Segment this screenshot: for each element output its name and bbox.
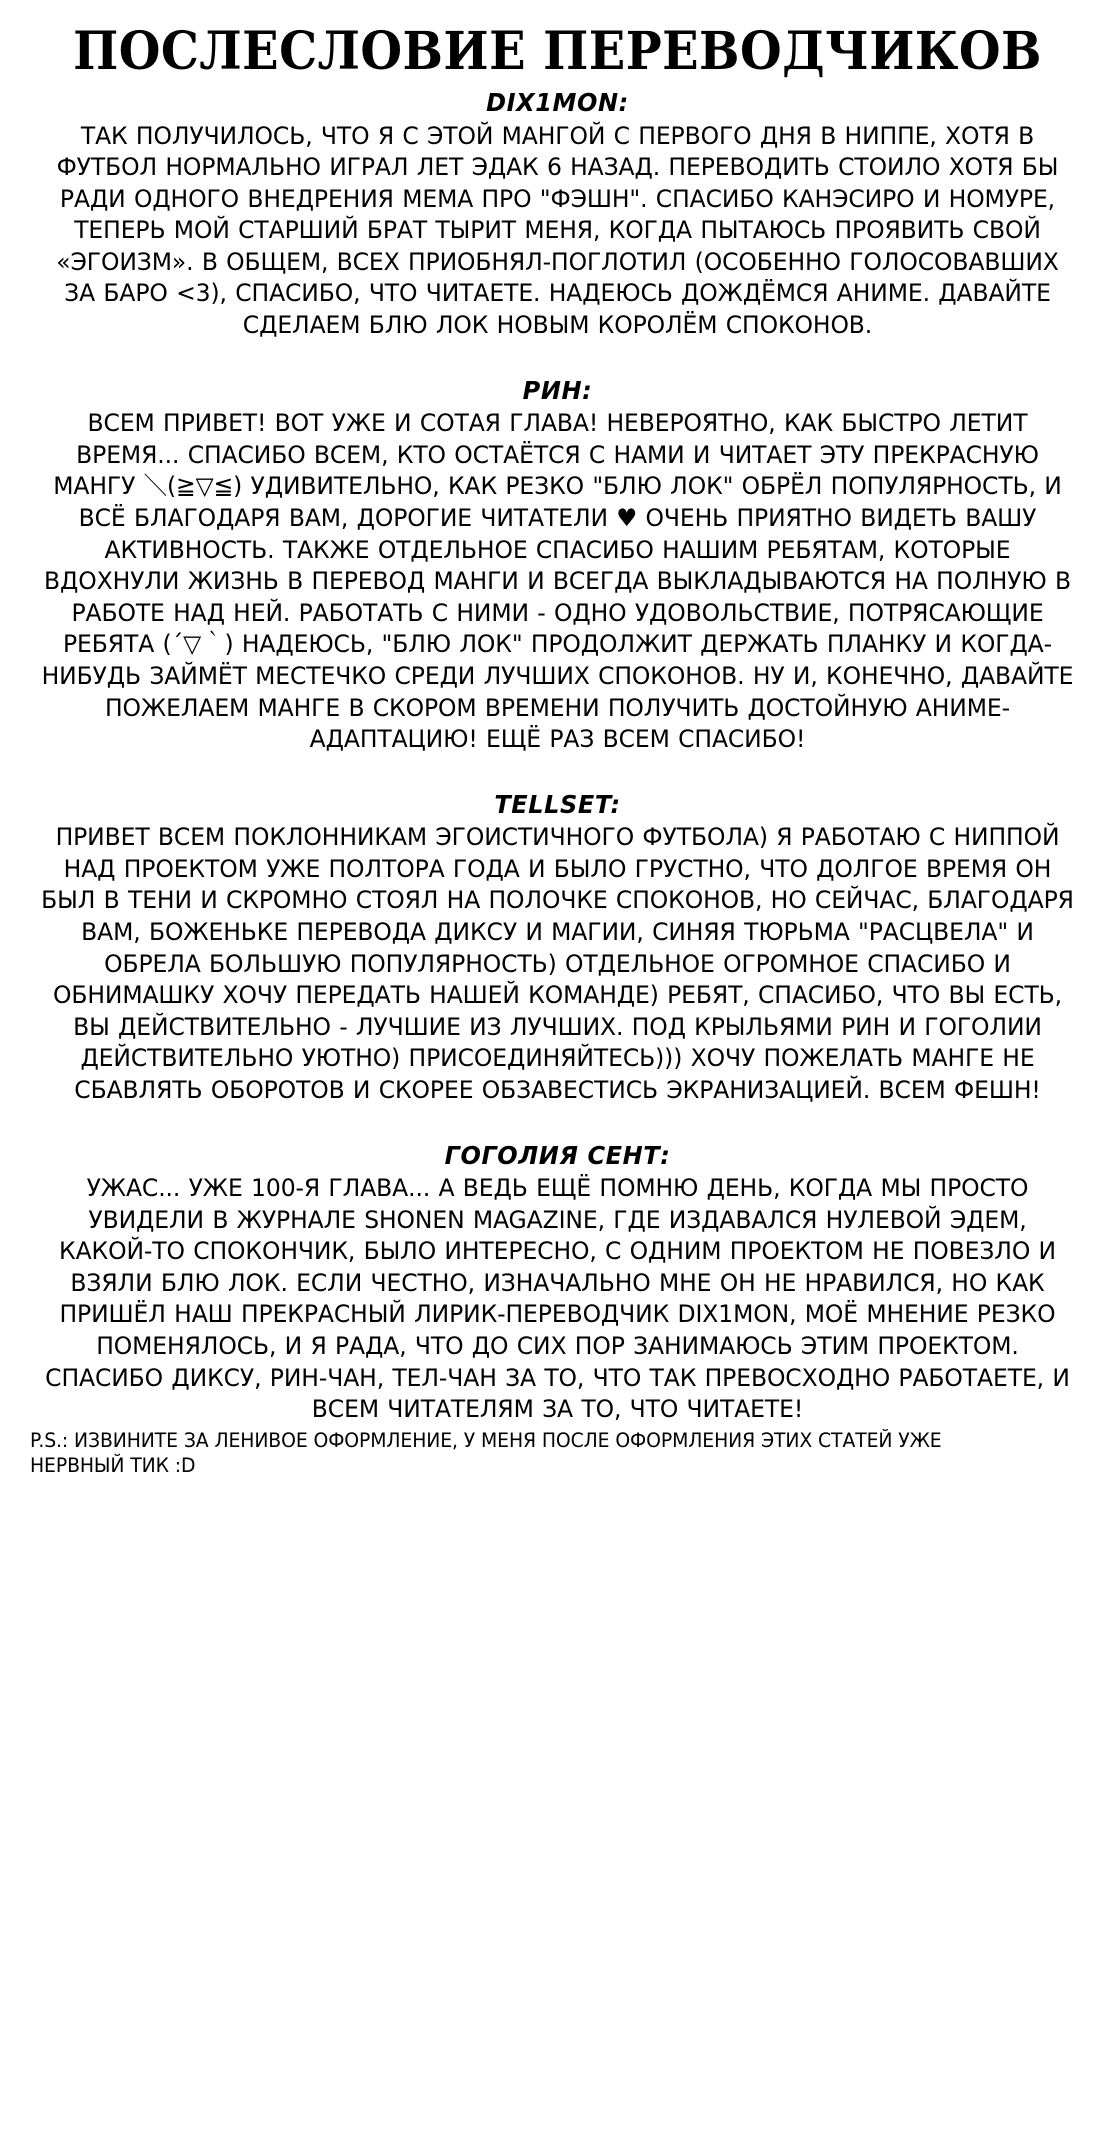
section-body-rin: ВСЕМ ПРИВЕТ! ВОТ УЖЕ И СОТАЯ ГЛАВА! НЕВЕРОЯТНО, КАК БЫСТРО ЛЕТИТ ВРЕМЯ... СПАСИБО ВСЕМ, КТО ОСТАЁТСЯ С НАМИ И ЧИТАЕТ ЭТУ ПРЕКРАСНУЮ МАНГУ ＼(≧▽≦) УДИВИТЕЛЬНО, КАК РЕЗКО "БЛЮ ЛОК" ОБРЁЛ ПОПУЛЯРНОСТЬ, И ВСЁ БЛАГОДАРЯ ВАМ, ДОРОГИЕ ЧИТАТЕЛИ ♥ ОЧЕНЬ ПРИЯТНО ВИДЕТЬ ВАШУ АКТИВНОСТЬ. ТАКЖЕ ОТДЕЛЬНОЕ СПАСИБО НАШИМ РЕБЯТАМ, КОТОРЫЕ ВДОХНУЛИ ЖИЗНЬ В ПЕРЕВОД МАНГИ И ВСЕГДА ВЫКЛАДЫВАЮТСЯ НА ПОЛНУЮ В РАБОТЕ НАД НЕЙ. РАБОТАТЬ С НИМИ - ОДНО УДОВОЛЬСТВИЕ, ПОТРЯСАЮЩИЕ РЕБЯТА (´▽｀) НАДЕЮСЬ, "БЛЮ ЛОК" ПРОДОЛЖИТ ДЕРЖАТЬ ПЛАНКУ И КОГДА-НИБУДЬ ЗАЙМЁТ МЕСТЕЧКО СРЕДИ ЛУЧШИХ СПОКОНОВ. НУ И, КОНЕЧНО, ДАВАЙТЕ ПОЖЕЛАЕМ МАНГЕ В СКОРОМ ВРЕМЕНИ ПОЛУЧИТЬ ДОСТОЙНУЮ АНИМЕ-АДАПТАЦИЮ! ЕЩЁ РАЗ ВСЕМ СПАСИБО!: [41, 409, 1074, 754]
section-heading-gogolia-sent: ГОГОЛИЯ СЕНТ:: [444, 1140, 671, 1170]
section-heading-dix1mon: DIX1MON:: [486, 88, 629, 117]
section-rin: [22, 376, 1093, 756]
section-body-gogolia-sent: УЖАС... УЖЕ 100-Я ГЛАВА... А ВЕДЬ ЕЩЁ ПОМНЮ ДЕНЬ, КОГДА МЫ ПРОСТО УВИДЕЛИ В ЖУРНАЛЕ SHONEN MAGAZINE, ГДЕ ИЗДАВАЛСЯ НУЛЕВОЙ ЭДЕМ, КАКОЙ-ТО СПОКОНЧИК, БЫЛО ИНТЕРЕСНО, С ОДНИМ ПРОЕКТОМ НЕ ПОВЕЗЛО И ВЗЯЛИ БЛЮ ЛОК. ЕСЛИ ЧЕСТНО, ИЗНАЧАЛЬНО МНЕ ОН НЕ НРАВИЛСЯ, НО КАК ПРИШЁЛ НАШ ПРЕКРАСНЫЙ ЛИРИК-ПЕРЕВОДЧИК DIX1MON, МОЁ МНЕНИЕ РЕЗКО ПОМЕНЯЛОСЬ, И Я РАДА, ЧТО ДО СИХ ПОР ЗАНИМАЮСЬ ЭТИМ ПРОЕКТОМ. СПАСИБО ДИКСУ, РИН-ЧАН, ТЕЛ-ЧАН ЗА ТО, ЧТО ТАК ПРЕВОСХОДНО РАБОТАЕТЕ, И ВСЕМ ЧИТАТЕЛЯМ ЗА ТО, ЧТО ЧИТАЕТЕ!: [45, 1174, 1070, 1424]
section-tellset: [22, 790, 1093, 1107]
page-title: ПОСЛЕСЛОВИЕ ПЕРЕВОДЧИКОВ: [73, 21, 1042, 82]
section-body-tellset: ПРИВЕТ ВСЕМ ПОКЛОННИКАМ ЭГОИСТИЧНОГО ФУТБОЛА) Я РАБОТАЮ С НИППОЙ НАД ПРОЕКТОМ УЖЕ ПОЛТОРА ГОДА И БЫЛО ГРУСТНО, ЧТО ДОЛГОЕ ВРЕМЯ ОН БЫЛ В ТЕНИ И СКРОМНО СТОЯЛ НА ПОЛОЧКЕ СПОКОНОВ, НО СЕЙЧАС, БЛАГОДАРЯ ВАМ, БОЖЕНЬКЕ ПЕРЕВОДА ДИКСУ И МАГИИ, СИНЯЯ ТЮРЬМА "РАСЦВЕЛА" И ОБРЕЛА БОЛЬШУЮ ПОПУЛЯРНОСТЬ) ОТДЕЛЬНОЕ ОГРОМНОЕ СПАСИБО И ОБНИМАШКУ ХОЧУ ПЕРЕДАТЬ НАШЕЙ КОМАНДЕ) РЕБЯТ, СПАСИБО, ЧТО ВЫ ЕСТЬ, ВЫ ДЕЙСТВИТЕЛЬНО - ЛУЧШИЕ ИЗ ЛУЧШИХ. ПОД КРЫЛЬЯМИ РИН И ГОГОЛИИ ДЕЙСТВИТЕЛЬНО УЮТНО) ПРИСОЕДИНЯЙТЕСЬ))) ХОЧУ ПОЖЕЛАТЬ МАНГЕ НЕ СБАВЛЯТЬ ОБОРОТОВ И СКОРЕЕ ОБЗАВЕСТИСЬ ЭКРАНИЗАЦИЕЙ. ВСЕМ ФЕШН!: [41, 823, 1074, 1104]
section-dix1mon: [22, 88, 1093, 342]
section-gogolia-sent: [22, 1141, 1093, 1426]
section-body-dix1mon: ТАК ПОЛУЧИЛОСЬ, ЧТО Я С ЭТОЙ МАНГОЙ С ПЕРВОГО ДНЯ В НИППЕ, ХОТЯ В ФУТБОЛ НОРМАЛЬНО ИГРАЛ ЛЕТ ЭДАК 6 НАЗАД. ПЕРЕВОДИТЬ СТОИЛО ХОТЯ БЫ РАДИ ОДНОГО ВНЕДРЕНИЯ МЕМА ПРО "ФЭШН". СПАСИБО КАНЭСИРО И НОМУРЕ, ТЕПЕРЬ МОЙ СТАРШИЙ БРАТ ТЫРИТ МЕНЯ, КОГДА ПЫТАЮСЬ ПРОЯВИТЬ СВОЙ «ЭГОИЗМ». В ОБЩЕМ, ВСЕХ ПРИОБНЯЛ-ПОГЛОТИЛ (ОСОБЕННО ГОЛОСОВАВШИХ ЗА БАРО <3), СПАСИБО, ЧТО ЧИТАЕТЕ. НАДЕЮСЬ ДОЖДЁМСЯ АНИМЕ. ДАВАЙТЕ СДЕЛАЕМ БЛЮ ЛОК НОВЫМ КОРОЛЁМ СПОКОНОВ.: [56, 121, 1059, 340]
section-heading-rin: РИН:: [522, 375, 593, 405]
postscript-note: P.S.: ИЗВИНИТЕ ЗА ЛЕНИВОЕ ОФОРМЛЕНИЕ, У МЕНЯ ПОСЛЕ ОФОРМЛЕНИЯ ЭТИХ СТАТЕЙ УЖЕ НЕРВНЫЙ ТИК :D: [30, 1428, 942, 1477]
section-heading-tellset: TELLSET:: [494, 789, 621, 819]
